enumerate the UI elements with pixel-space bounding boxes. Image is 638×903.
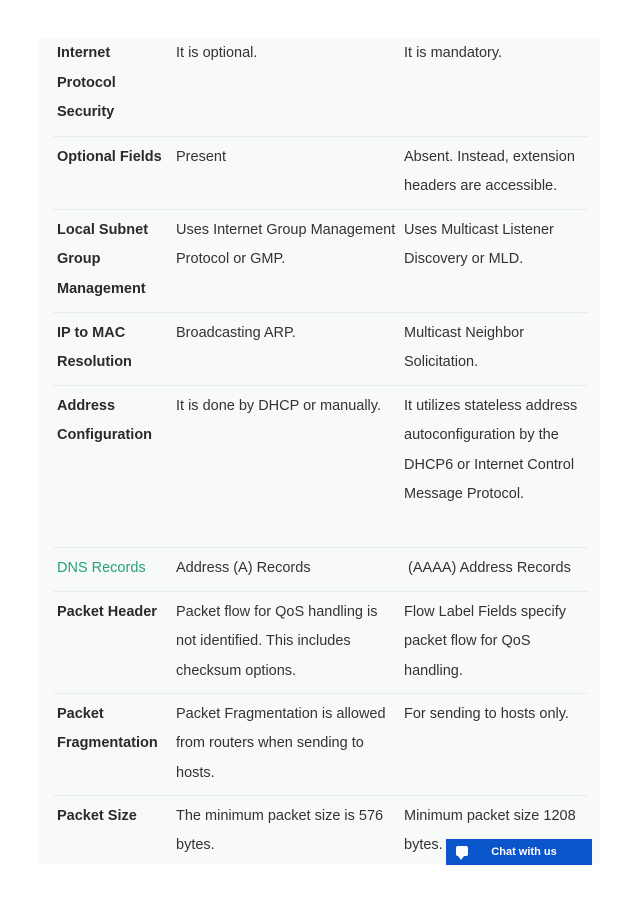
- feature-cell: Local Subnet Group Management: [53, 209, 172, 312]
- chat-button-label: Chat with us: [491, 846, 557, 858]
- dns-records-link[interactable]: DNS Records: [57, 559, 146, 576]
- feature-cell: Internet Protocol Security: [53, 39, 172, 136]
- ipv6-cell: It is mandatory.: [400, 39, 588, 136]
- ipv6-cell: Absent. Instead, extension headers are accessible.: [400, 136, 588, 209]
- table-row: [53, 209, 588, 312]
- table-row: [53, 385, 588, 547]
- table-row: [53, 693, 588, 795]
- ipv6-cell: It utilizes stateless address autoconfiguration by the DHCP6 or Internet Control Message Protocol.: [400, 385, 588, 547]
- ipv4-cell: Address (A) Records: [172, 547, 400, 591]
- feature-cell: Optional Fields: [53, 136, 172, 209]
- feature-cell: IP to MAC Resolution: [53, 312, 172, 385]
- ipv4-cell: Packet Fragmentation is allowed from routers when sending to hosts.: [172, 693, 400, 795]
- chat-button[interactable]: [446, 839, 592, 865]
- ipv4-cell: Uses Internet Group Management Protocol or GMP.: [172, 209, 400, 312]
- comparison-table: [53, 39, 588, 864]
- feature-cell: [53, 547, 172, 591]
- ipv6-cell: Uses Multicast Listener Discovery or MLD.: [400, 209, 588, 312]
- ipv6-cell: Minimum packet size 1208 bytes.: [404, 807, 576, 853]
- ipv6-cell: Multicast Neighbor Solicitation.: [400, 312, 588, 385]
- table-row: [53, 39, 588, 136]
- chat-bubble-icon: [456, 846, 468, 856]
- ipv4-cell: Broadcasting ARP.: [172, 312, 400, 385]
- ipv4-cell: It is done by DHCP or manually.: [172, 385, 400, 547]
- table-row: [53, 312, 588, 385]
- table-row: [53, 591, 588, 693]
- ipv4-cell: Packet flow for QoS handling is not identified. This includes checksum options.: [172, 591, 400, 693]
- feature-cell: Packet Header: [53, 591, 172, 693]
- feature-cell: Packet Size: [57, 807, 137, 824]
- table-row: [53, 136, 588, 209]
- ipv6-cell: Flow Label Fields specify packet flow for QoS handling.: [400, 591, 588, 693]
- ipv4-cell: The minimum packet size is 576 bytes.: [176, 807, 384, 853]
- comparison-card: [39, 39, 600, 864]
- ipv4-cell: It is optional.: [172, 39, 400, 136]
- table-row: [53, 547, 588, 591]
- ipv6-cell: (AAAA) Address Records: [400, 547, 588, 591]
- feature-cell: Address Configuration: [53, 385, 172, 547]
- ipv6-cell: For sending to hosts only.: [400, 693, 588, 795]
- ipv4-cell: Present: [172, 136, 400, 209]
- feature-cell: Packet Fragmentation: [53, 693, 172, 795]
